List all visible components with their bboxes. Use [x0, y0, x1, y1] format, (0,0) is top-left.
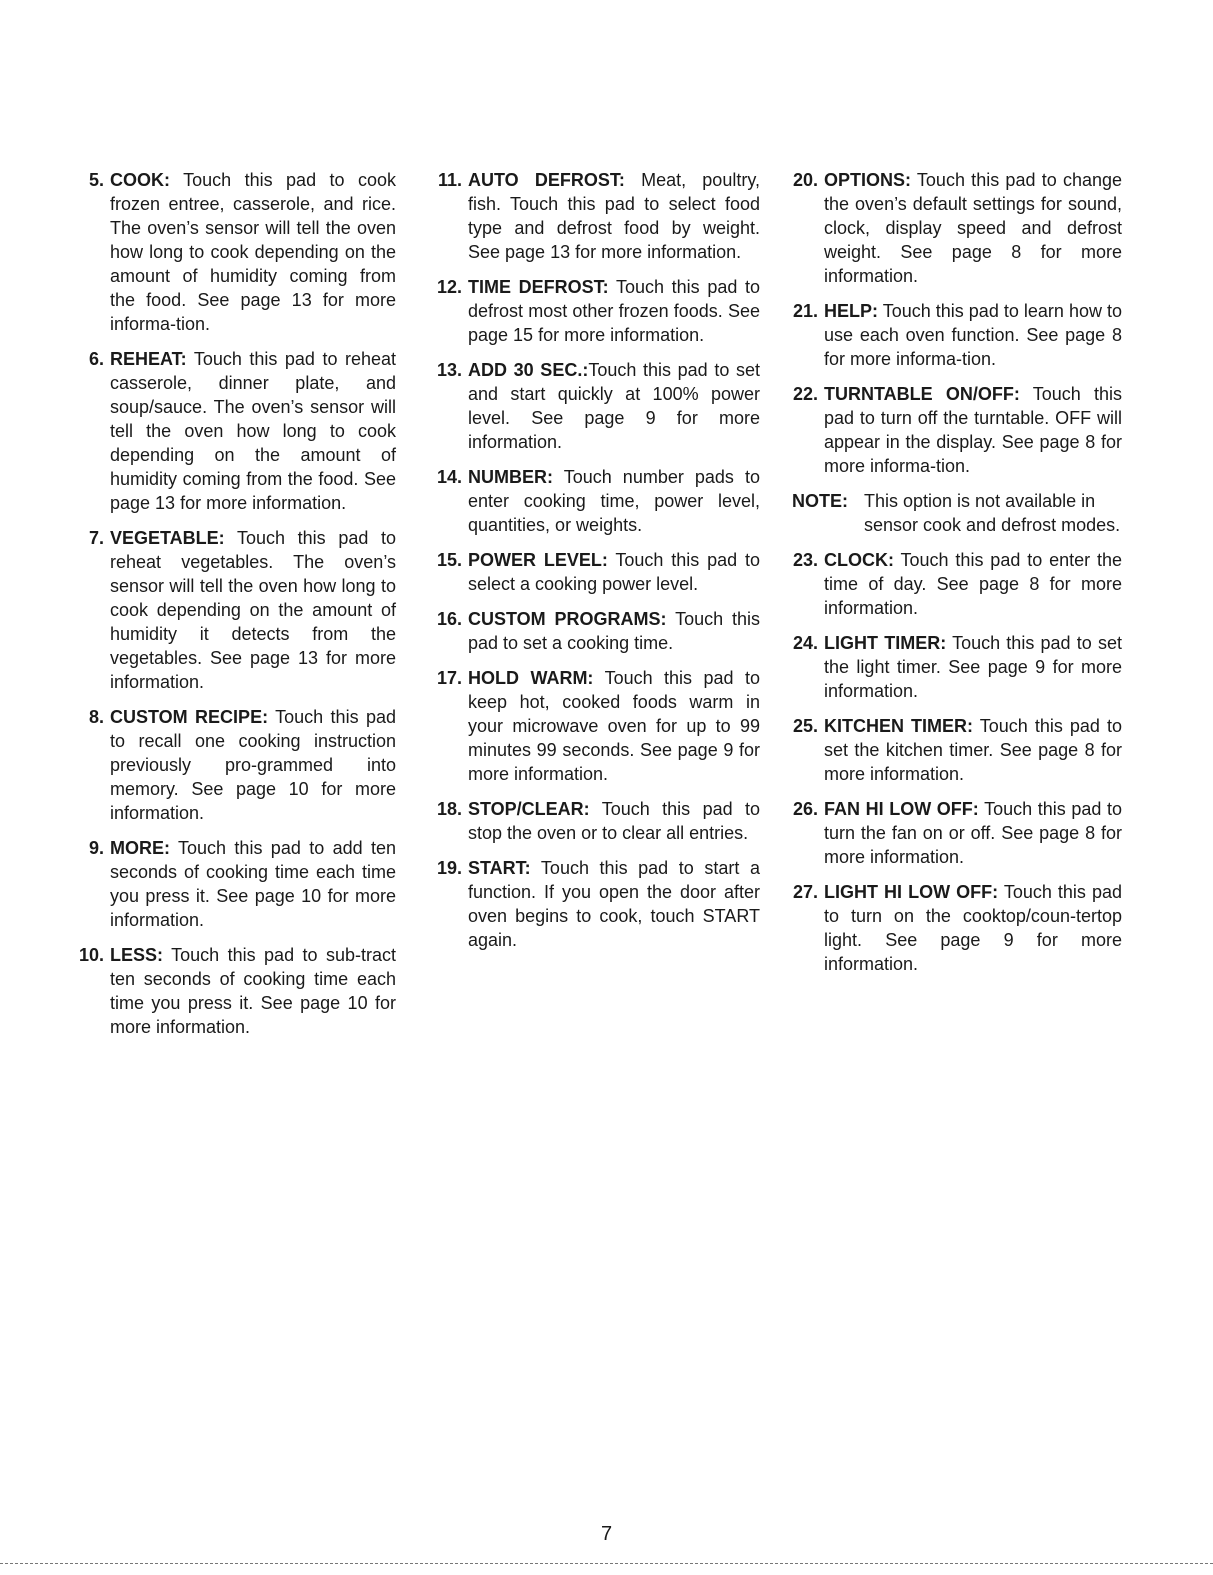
item-description: Touch this pad to add ten seconds of cooking time each time you press it. See page 10 for more information.	[110, 838, 396, 930]
list-item-less	[76, 943, 396, 1039]
item-term: LIGHT TIMER:	[824, 633, 947, 653]
page-number: 7	[600, 1523, 613, 1545]
item-number: 16.	[436, 609, 462, 629]
item-text	[824, 714, 1122, 786]
item-description: Touch this pad to learn how to use each oven function. See page 8 for more informa-tion.	[824, 301, 1122, 369]
item-number: 19.	[436, 858, 462, 878]
list-item-reheat	[76, 347, 396, 515]
item-number: 21.	[792, 301, 818, 321]
item-text	[468, 856, 760, 952]
item-description: Touch this pad to turn the fan on or off. See page 8 for more information.	[824, 799, 1122, 867]
column-2	[434, 168, 760, 963]
item-text	[824, 880, 1122, 976]
item-description: Touch this pad to sub-tract ten seconds of cooking time each time you press it. See page 10 for more information.	[110, 945, 396, 1037]
item-text	[110, 943, 396, 1039]
list-item-time-defrost	[434, 275, 760, 347]
item-text	[468, 465, 760, 537]
item-term: LESS:	[110, 945, 164, 965]
item-number: 8.	[88, 707, 104, 727]
list-item-help	[790, 299, 1122, 371]
item-number: 10.	[78, 945, 104, 965]
item-term: TIME DEFROST:	[468, 277, 609, 297]
list-item-cook	[76, 168, 396, 336]
item-number: 27.	[792, 882, 818, 902]
list-item-light-timer	[790, 631, 1122, 703]
item-term: CLOCK:	[824, 550, 894, 570]
item-description: Touch this pad to recall one cooking instruction previously pro-grammed into memory. See page 10 for more information.	[110, 707, 396, 823]
list-item-fan-hi-low-off	[790, 797, 1122, 869]
item-text	[824, 548, 1122, 620]
item-description: Touch this pad to enter the time of day. See page 8 for more information.	[824, 550, 1122, 618]
item-term: TURNTABLE ON/OFF:	[824, 384, 1020, 404]
item-description: Touch this pad to defrost most other frozen foods. See page 15 for more information.	[468, 277, 761, 345]
column-3	[790, 168, 1122, 987]
list-item-vegetable	[76, 526, 396, 694]
item-text	[468, 607, 760, 655]
item-text	[110, 705, 396, 825]
list-item-turntable-on-off	[790, 382, 1122, 478]
list-item-options	[790, 168, 1122, 288]
note-text: This option is not available in sensor cook and defrost modes.	[864, 491, 1121, 535]
item-number: 6.	[88, 349, 104, 369]
item-description: Touch this pad to set the kitchen timer. See page 8 for more information.	[824, 716, 1122, 784]
item-text	[468, 797, 760, 845]
item-description: Touch this pad to keep hot, cooked foods warm in your microwave oven for up to 99 minutes 99 seconds. See page 9 for more information.	[468, 668, 761, 784]
item-term: CUSTOM PROGRAMS:	[468, 609, 667, 629]
item-number: 5.	[88, 170, 104, 190]
item-description: Touch this pad to change the oven’s default settings for sound, clock, display speed and defrost weight. See page 8 for more information.	[824, 170, 1122, 286]
item-term: VEGETABLE:	[110, 528, 225, 548]
item-text	[824, 168, 1122, 288]
item-number: 12.	[436, 277, 462, 297]
list-item-auto-defrost	[434, 168, 760, 264]
item-term: KITCHEN TIMER:	[824, 716, 974, 736]
item-description: Touch this pad to start a function. If you open the door after oven begins to cook, touch START again.	[468, 858, 760, 950]
item-number: 26.	[792, 799, 818, 819]
item-term: START:	[468, 858, 531, 878]
item-number: 7.	[88, 528, 104, 548]
list-item-power-level	[434, 548, 760, 596]
item-term: POWER LEVEL:	[468, 550, 608, 570]
item-number: 9.	[88, 838, 104, 858]
item-number: 13.	[436, 360, 462, 380]
list-item-add-30-sec	[434, 358, 760, 454]
list-item-number	[434, 465, 760, 537]
item-term: REHEAT:	[110, 349, 187, 369]
item-term: FAN HI LOW OFF:	[824, 799, 979, 819]
item-number: 20.	[792, 170, 818, 190]
item-number: 18.	[436, 799, 462, 819]
item-term: OPTIONS:	[824, 170, 912, 190]
item-term: AUTO DEFROST:	[468, 170, 625, 190]
item-description: Touch this pad to turn on the cooktop/coun-tertop light. See page 9 for more information.	[824, 882, 1122, 974]
item-text	[110, 836, 396, 932]
item-description: Meat, poultry, fish. Touch this pad to select food type and defrost food by weight. See page 13 for more information.	[468, 170, 760, 262]
item-description: Touch this pad to stop the oven or to clear all entries.	[468, 799, 760, 843]
item-number: 22.	[792, 384, 818, 404]
item-text	[468, 358, 760, 454]
item-number: 17.	[436, 668, 462, 688]
list-item-clock	[790, 548, 1122, 620]
item-description: Touch this pad to reheat casserole, dinner plate, and soup/sauce. The oven’s sensor will tell the oven how long to cook depending on the amount of humidity coming from the food. See page 13 for more information.	[110, 349, 396, 513]
item-description: Touch this pad to select a cooking power level.	[468, 550, 760, 594]
item-term: COOK:	[110, 170, 170, 190]
item-number: 14.	[436, 467, 462, 487]
item-term: HOLD WARM:	[468, 668, 594, 688]
item-description: Touch this pad to set and start quickly at 100% power level. See page 9 for more information.	[468, 360, 761, 452]
item-text	[824, 797, 1122, 869]
item-number: 11.	[437, 170, 462, 190]
item-description: Touch this pad to set the light timer. See page 9 for more information.	[824, 633, 1122, 701]
item-text	[110, 347, 396, 515]
item-text	[468, 548, 760, 596]
note-block	[790, 489, 1122, 537]
item-text	[110, 168, 396, 336]
item-number: 15.	[436, 550, 462, 570]
list-item-stop-clear	[434, 797, 760, 845]
note-label: NOTE:	[792, 491, 848, 511]
item-description: Touch number pads to enter cooking time, power level, quantities, or weights.	[468, 467, 760, 535]
item-term: STOP/CLEAR:	[468, 799, 590, 819]
item-text	[824, 299, 1122, 371]
item-text	[824, 382, 1122, 478]
list-item-custom-programs	[434, 607, 760, 655]
item-term: ADD 30 SEC.:	[468, 360, 589, 380]
list-item-start	[434, 856, 760, 952]
item-number: 24.	[792, 633, 818, 653]
item-text	[468, 168, 760, 264]
item-description: Touch this pad to reheat vegetables. The oven’s sensor will tell the oven how long to cook depending on the amount of humidity it detects from the vegetables. See page 13 for more information.	[110, 528, 396, 692]
list-item-kitchen-timer	[790, 714, 1122, 786]
list-item-custom-recipe	[76, 705, 396, 825]
item-term: LIGHT HI LOW OFF:	[824, 882, 999, 902]
item-text	[824, 631, 1122, 703]
column-1	[76, 168, 396, 1050]
item-text	[110, 526, 396, 694]
item-number: 25.	[792, 716, 818, 736]
item-description: Touch this pad to set a cooking time.	[468, 609, 760, 653]
item-term: MORE:	[110, 838, 170, 858]
item-text	[468, 275, 760, 347]
list-item-light-hi-low-off	[790, 880, 1122, 976]
item-text	[468, 666, 760, 786]
bottom-divider	[0, 1563, 1213, 1564]
item-description: Touch this pad to cook frozen entree, casserole, and rice. The oven’s sensor will tell the oven how long to cook depending on the amount of humidity coming from the food. See page 13 for more informa-tion.	[110, 170, 396, 334]
list-item-hold-warm	[434, 666, 760, 786]
item-term: HELP:	[824, 301, 878, 321]
item-term: NUMBER:	[468, 467, 553, 487]
item-description: Touch this pad to turn off the turntable. OFF will appear in the display. See page 8 for more informa-tion.	[824, 384, 1122, 476]
item-term: CUSTOM RECIPE:	[110, 707, 269, 727]
list-item-more	[76, 836, 396, 932]
item-number: 23.	[792, 550, 818, 570]
